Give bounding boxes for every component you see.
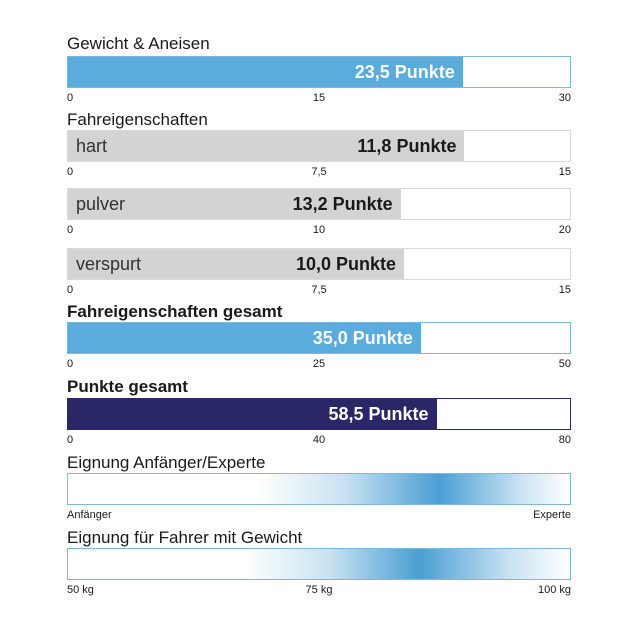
bar-verspurt-label: verspurt — [76, 254, 142, 274]
axis-hart — [67, 166, 571, 180]
axis-rider-weight — [67, 584, 571, 598]
bar-weight-value: 23,5 Punkte — [354, 62, 455, 82]
level-gradient-bar — [67, 473, 571, 505]
tick-label: 10 — [312, 224, 326, 236]
tick-label: 7,5 — [311, 166, 327, 178]
bar-weight-track — [67, 56, 571, 88]
bar-riding-total-track — [67, 322, 571, 354]
tick-label: 75 kg — [305, 584, 333, 596]
tick-label: Anfänger — [67, 509, 112, 521]
bar-total-value: 58,5 Punkte — [328, 404, 429, 424]
axis-verspurt — [67, 284, 571, 298]
chart-title-weight: Gewicht & Aneisen — [67, 34, 210, 53]
axis-riding-total — [67, 358, 571, 372]
tick-label: 15 — [558, 166, 571, 178]
tick-label: Experte — [533, 509, 571, 521]
axis-pulver — [67, 224, 571, 238]
tick-label: 15 — [312, 92, 326, 104]
tick-label: 80 — [558, 434, 571, 446]
axis-level — [67, 509, 571, 523]
chart-title-total: Punkte gesamt — [67, 377, 188, 396]
rider-weight-gradient-bar — [67, 548, 571, 580]
tick-label: 100 kg — [537, 584, 571, 596]
chart-title-level: Eignung Anfänger/Experte — [67, 453, 266, 472]
tick-label: 25 — [312, 358, 326, 370]
tick-label: 7,5 — [311, 284, 327, 296]
axis-total — [67, 434, 571, 448]
tick-label: 50 kg — [67, 584, 94, 596]
tick-label: 0 — [67, 434, 74, 446]
chart-title-riding: Fahreigenschaften — [67, 110, 208, 129]
bar-riding-total-value: 35,0 Punkte — [312, 328, 413, 348]
chart-title-riding-total: Fahreigenschaften gesamt — [67, 302, 283, 321]
bar-pulver-label: pulver — [76, 194, 126, 214]
tick-label: 0 — [67, 284, 74, 296]
bar-hart-track — [67, 130, 571, 162]
bar-hart-value: 11,8 Punkte — [357, 136, 457, 156]
axis-weight — [67, 92, 571, 106]
bar-hart-label: hart — [76, 136, 108, 156]
bar-total-track — [67, 398, 571, 430]
tick-label: 0 — [67, 92, 74, 104]
tick-label: 20 — [558, 224, 571, 236]
bar-pulver-track — [67, 188, 571, 220]
tick-label: 50 — [558, 358, 571, 370]
tick-label: 30 — [558, 92, 571, 104]
tick-label: 0 — [67, 224, 74, 236]
bar-verspurt-track — [67, 248, 571, 280]
tick-label: 15 — [558, 284, 571, 296]
bar-verspurt-value: 10,0 Punkte — [295, 254, 396, 274]
chart-title-rider-weight: Eignung für Fahrer mit Gewicht — [67, 528, 303, 547]
tick-label: 40 — [312, 434, 326, 446]
tick-label: 0 — [67, 166, 74, 178]
bar-pulver-value: 13,2 Punkte — [292, 194, 393, 214]
tick-label: 0 — [67, 358, 74, 370]
